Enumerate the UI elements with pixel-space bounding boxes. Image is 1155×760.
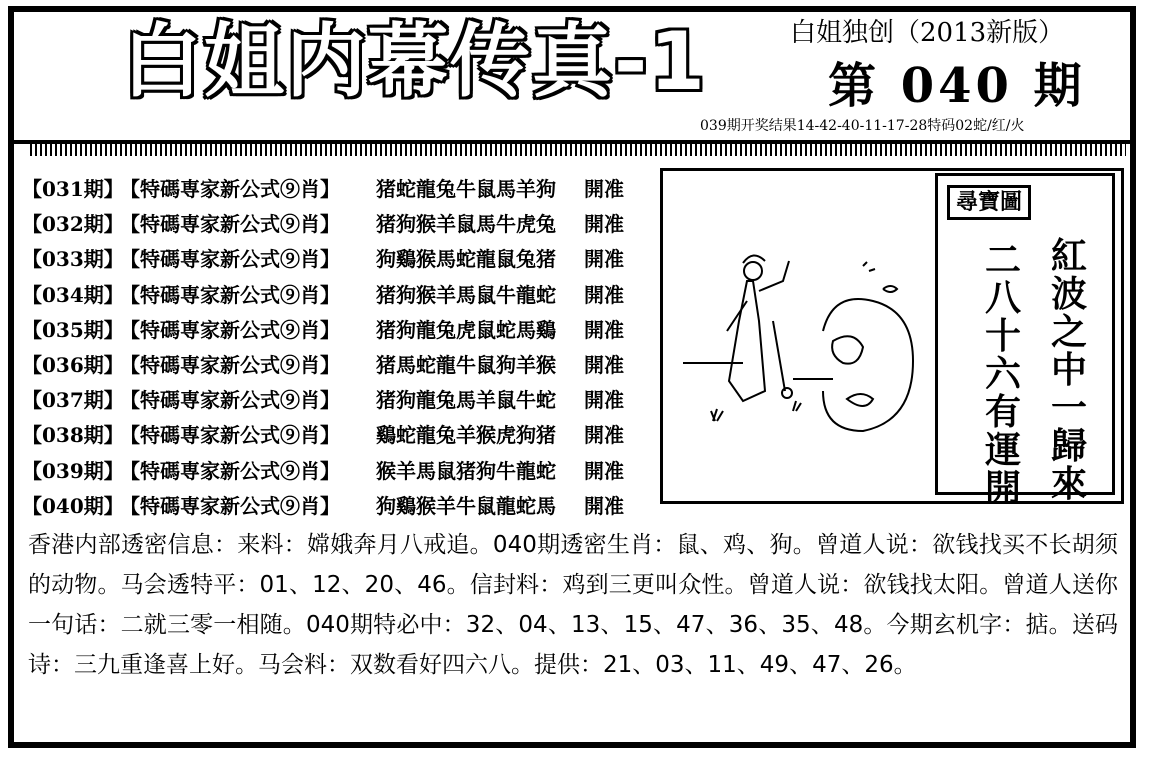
edition-subtitle: 白姐独创（2013新版） — [790, 18, 1065, 48]
row-status: 開准 — [584, 388, 624, 413]
row-formula: 【特碼専家新公式⑨肖】 — [120, 282, 340, 307]
row-status: 開准 — [584, 212, 624, 237]
row-status: 開准 — [584, 177, 624, 202]
poem-right-column: 紅波之中一歸來 — [1050, 235, 1087, 505]
list-item — [22, 381, 662, 416]
row-formula: 【特碼専家新公式⑨肖】 — [120, 493, 340, 518]
row-period: 【037期】 — [22, 388, 124, 413]
list-item — [22, 276, 662, 311]
row-zodiacs: 猪馬蛇龍牛鼠狗羊猴 — [376, 353, 556, 378]
last-result: 039期开奖结果14-42-40-11-17-28特码02蛇/红/火 — [700, 118, 1025, 134]
sawtooth-divider — [30, 144, 1126, 156]
row-zodiacs: 鷄蛇龍兔羊猴虎狗猪 — [376, 423, 556, 448]
row-formula: 【特碼専家新公式⑨肖】 — [120, 388, 340, 413]
row-period: 【034期】 — [22, 282, 124, 307]
page-title: 白姐内幕传真-1 — [122, 15, 707, 108]
treasure-map-panel — [660, 168, 1124, 509]
row-formula: 【特碼専家新公式⑨肖】 — [120, 212, 340, 237]
list-item — [22, 240, 662, 275]
row-formula: 【特碼専家新公式⑨肖】 — [120, 423, 340, 448]
list-item — [22, 452, 662, 487]
row-period: 【038期】 — [22, 423, 124, 448]
list-item — [22, 311, 662, 346]
row-status: 開准 — [584, 493, 624, 518]
row-formula: 【特碼専家新公式⑨肖】 — [120, 458, 340, 483]
row-period: 【031期】 — [22, 177, 124, 202]
row-formula: 【特碼専家新公式⑨肖】 — [120, 247, 340, 272]
treasure-map-tag: 尋寶圖 — [947, 185, 1031, 220]
row-formula: 【特碼専家新公式⑨肖】 — [120, 317, 340, 342]
issue-number: 第 040 期 — [828, 58, 1086, 114]
row-zodiacs: 狗鷄猴羊牛鼠龍蛇馬 — [376, 493, 556, 518]
row-period: 【040期】 — [22, 493, 124, 518]
row-status: 開准 — [584, 423, 624, 448]
row-zodiacs: 猴羊馬鼠猪狗牛龍蛇 — [376, 458, 556, 483]
row-status: 開准 — [584, 458, 624, 483]
row-period: 【036期】 — [22, 353, 124, 378]
list-item — [22, 170, 662, 205]
poem-left-column: 二八十六有運開 — [984, 239, 1021, 509]
row-zodiacs: 猪狗龍兔虎鼠蛇馬鷄 — [376, 317, 556, 342]
garden-illustration — [663, 171, 933, 501]
row-zodiacs: 狗鷄猴馬蛇龍鼠兔猪 — [376, 247, 556, 272]
list-item — [22, 416, 662, 451]
list-item — [22, 205, 662, 240]
inside-info-paragraph: 香港内部透密信息：来料：嫦娥奔月八戒追。040期透密生肖：鼠、鸡、狗。曾道人说：欲钱找买不长胡须的动物。马会透特平：01、12、20、46。信封料：鸡到三更叫众性。曾道人说：欲钱找太阳。曾道人送你一句话：二就三零一相随。040期特必中：32、04、13、15、47、36、35、48。今期玄机字：掂。送码诗：三九重逢喜上好。马会料：双数看好四六八。提供：21、03、11、49、47、26。 — [28, 532, 1118, 678]
row-zodiacs: 猪狗猴羊鼠馬牛虎兔 — [376, 212, 556, 237]
prediction-list — [22, 170, 662, 522]
row-formula: 【特碼専家新公式⑨肖】 — [120, 177, 340, 202]
row-formula: 【特碼専家新公式⑨肖】 — [120, 353, 340, 378]
row-zodiacs: 猪狗猴羊馬鼠牛龍蛇 — [376, 282, 556, 307]
row-status: 開准 — [584, 353, 624, 378]
row-status: 開准 — [584, 247, 624, 272]
row-period: 【032期】 — [22, 212, 124, 237]
list-item — [22, 346, 662, 381]
row-zodiacs: 猪狗龍兔馬羊鼠牛蛇 — [376, 388, 556, 413]
row-period: 【039期】 — [22, 458, 124, 483]
list-item — [22, 487, 662, 522]
row-period: 【035期】 — [22, 317, 124, 342]
row-period: 【033期】 — [22, 247, 124, 272]
row-status: 開准 — [584, 282, 624, 307]
row-status: 開准 — [584, 317, 624, 342]
row-zodiacs: 猪蛇龍兔牛鼠馬羊狗 — [376, 177, 556, 202]
